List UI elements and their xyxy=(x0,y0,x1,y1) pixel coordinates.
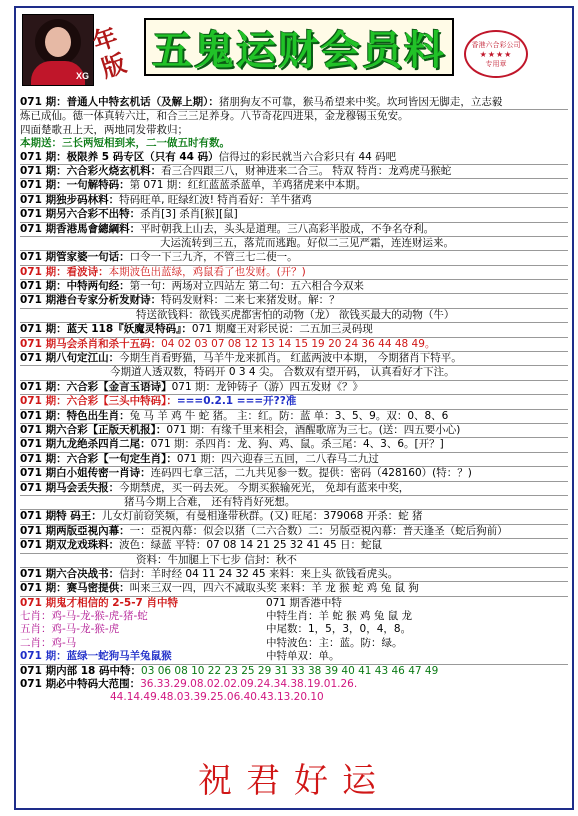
text-line xyxy=(20,665,568,678)
text-line xyxy=(20,137,568,150)
text-line xyxy=(20,352,568,365)
section-title: 极限养 5 码专区（只有 44 码） xyxy=(66,150,219,163)
text-line xyxy=(20,208,568,221)
footer-blessing: 祝君好运 xyxy=(198,761,390,801)
section-text: ===0.2.1 ===开??准 xyxy=(176,395,297,408)
section-title: 八句定江山： xyxy=(56,352,120,365)
section-text: 第一句：两场对立四站左 第二句：五六相合今双来 xyxy=(129,280,364,293)
text-line xyxy=(20,482,568,495)
section-title: 两版亞視內幕： xyxy=(56,524,130,537)
right-column xyxy=(266,597,568,664)
section-text: 第 071 期：红红蓝蓝杀蓝单，羊鸡猪虎来中本期。 xyxy=(129,179,367,192)
section-title: 独步码林料： xyxy=(56,193,120,206)
line-text: 大运流转到三五，落荒而逃跑。好似二三见严霜，连连财运来。 xyxy=(160,236,454,249)
section-text: 信封：羊时经 04 11 24 32 45 来料：来上头 欲钱看虎头。 xyxy=(119,567,399,580)
text-line xyxy=(20,438,568,451)
section-text: 36.33.29.08.02.02.09.24.34.38.19.01.26. xyxy=(140,678,358,691)
section-text: 071 期魔王对彩民说：二五加三灵码现 xyxy=(191,323,373,336)
text-line xyxy=(20,678,568,691)
issue-label: 071 期 xyxy=(20,539,57,552)
issue-label: 071 期 xyxy=(20,678,57,691)
text-line xyxy=(20,165,568,178)
issue-label: 071 期 xyxy=(20,567,57,580)
section-title: 双龙戏珠料： xyxy=(56,539,120,552)
section-title: 六合彩【正版天机报】： xyxy=(56,423,167,436)
year-seal: 年版 xyxy=(89,21,130,84)
issue-label: 071 期： xyxy=(20,164,67,177)
section-title: 六合彩【金言玉语诗】 xyxy=(66,380,172,393)
section-text: 本期波色出蓝绿，鸡鼠看了也发财。(开？) xyxy=(108,265,306,278)
text-line xyxy=(20,381,568,394)
issue-label: 071 期： xyxy=(20,96,67,108)
left-column xyxy=(20,597,266,664)
section-title: 另六合彩不出特： xyxy=(56,208,141,221)
text-line xyxy=(20,338,568,351)
issue-label: 071 期 xyxy=(20,222,57,235)
stamp-top-text: 香港六合彩公司 xyxy=(471,40,521,49)
issue-label: 071 期 xyxy=(20,208,57,221)
section-title: 港台专家分析发财诗： xyxy=(56,294,162,307)
section-title: 马会丢失报： xyxy=(56,481,120,494)
section-text: 杀肖[3] 杀肖[猴][鼠] xyxy=(140,208,238,221)
section-text: 今期生肖看野猫，马羊牛龙来抓肖。 红蓝两波中本期， 今期猪肖下特平。 xyxy=(119,352,462,365)
issue-label: 071 期 xyxy=(20,524,57,537)
photo-caption: XG xyxy=(75,71,89,81)
section-text: 一：亞視內幕：似会以猪（二六合数）二：另版亞視內幕：普天逢圣（蛇后狗前） xyxy=(129,524,508,537)
section-text: 看三合四跟三八，财神进来二合三。 特双 特肖：龙鸡虎马猴蛇 xyxy=(161,164,452,177)
section-text: 今期禁虎，买一码去死。 今期买猴输死光， 免却有蓝来中奖， xyxy=(119,481,410,494)
issue-label: 071 期 xyxy=(20,193,57,206)
section-text: 071 期：四六迎春三五回，二八春马二九过 xyxy=(176,452,379,465)
text-line xyxy=(20,453,568,466)
left-line: 七肖：鸡-马-龙-猴-虎-猪-蛇 xyxy=(20,610,148,623)
two-column-section xyxy=(20,597,568,664)
section-text: 儿女灯前窃笑频，有曼相逢带秋群。(又) 旺尾：379068 开杀：蛇 猪 xyxy=(101,510,423,523)
issue-label: 071 期： xyxy=(20,280,67,293)
text-line xyxy=(20,410,568,423)
text-line xyxy=(20,496,568,509)
issue-label: 071 期： xyxy=(20,409,67,422)
text-line xyxy=(20,194,568,207)
line-text: 今期道人透双数，特码开 0 3 4 尖。 合数双有望开码， 认真看好才下注。 xyxy=(110,366,455,379)
section-text: 兔 马 羊 鸡 牛 蛇 猪。 主：红。防：蓝 单：3、5、9。双：0、8、6 xyxy=(129,409,449,422)
issue-label: 071 期： xyxy=(20,395,67,408)
section-title: 必中特码大范围： xyxy=(56,678,141,691)
section-title: 马会杀肖和杀十五码： xyxy=(56,337,162,350)
section-title: 管家婆一句话： xyxy=(56,251,130,264)
text-line xyxy=(20,323,568,336)
issue-label: 071 期 xyxy=(20,438,57,451)
left-line: 071 期：蓝绿一蛇狗马羊兔鼠猴 xyxy=(20,650,172,663)
issue-label: 071 期： xyxy=(20,323,67,336)
line-text: 本期送：三长两短相到来，二一做五时有数。 xyxy=(20,137,230,150)
section-text: 04 02 03 07 08 12 13 14 15 19 20 24 36 44 48 49。 xyxy=(161,337,436,350)
text-line xyxy=(20,237,568,250)
issue-label: 071 期： xyxy=(20,380,67,393)
text-line xyxy=(20,223,568,236)
header xyxy=(16,8,572,96)
section-title: 六合彩火烧玄机料： xyxy=(66,164,162,177)
section-title: 特 码王： xyxy=(56,510,102,523)
range-numbers: 44.14.49.48.03.39.25.06.40.43.13.20.10 xyxy=(110,691,324,704)
section-title: 普通人中特玄机话（及解上期）： xyxy=(66,96,219,108)
section-text: 叫来三双一四，四六不减取头奖 来料：羊 龙 猴 蛇 鸡 兔 鼠 狗 xyxy=(129,582,419,595)
section-title: 九龙绝杀四肖二尾： xyxy=(56,438,151,451)
title-box xyxy=(144,18,454,76)
line-text: 四面楚歌丑上天，两地同发带救归； xyxy=(20,123,188,136)
section-text: 连码四七拿三活，二九共见参一数。提供：密码（428160）(特：？) xyxy=(150,467,472,480)
text-line xyxy=(20,124,568,137)
section-title: 白小姐传密一肖诗： xyxy=(56,467,151,480)
company-stamp xyxy=(464,30,528,78)
section-text: 03 06 08 10 22 23 25 29 31 33 38 39 40 41 43 46 47 49 xyxy=(141,664,439,677)
line-text: 猪马今期上合难， 还有特肖好死想。 xyxy=(124,495,296,508)
issue-label: 071 期 xyxy=(20,337,57,350)
text-line xyxy=(20,691,568,704)
issue-label: 071 期 xyxy=(20,294,57,307)
issue-label: 071 期 xyxy=(20,251,57,264)
section-title: 内部 18 码中特： xyxy=(56,664,142,677)
right-line: 中特波色：主：蓝。防：绿。 xyxy=(266,636,403,649)
section-title: 看波诗： xyxy=(66,265,109,278)
page-title: 五鬼运财会员料 xyxy=(152,27,446,74)
right-line: 中特生肖：羊 蛇 猴 鸡 兔 鼠 龙 xyxy=(266,610,413,623)
issue-label: 071 期 xyxy=(20,481,57,494)
section-text: 波色：绿蓝 平特：07 08 14 21 25 32 41 45 日：蛇鼠 xyxy=(119,539,383,552)
left-line: 五肖：鸡-马-龙-猴-虎 xyxy=(20,623,120,636)
text-line xyxy=(20,554,568,567)
section-text: 071 期：龙钟铸子（游）四五发财《？》 xyxy=(171,380,363,393)
section-text: 071 期：杀四肖：龙、狗、鸡、鼠。杀三尾：4、3、6。[开？] xyxy=(150,438,444,451)
text-line xyxy=(20,510,568,523)
left-line: 二肖：鸡-马 xyxy=(20,636,77,649)
right-line: 中尾数：1，5，3，0，4，8。 xyxy=(266,623,412,636)
text-line xyxy=(20,96,568,109)
line-text: 炼已成仙。德一体真转六辻，和合三三足养身。八节奇花四进果，金龙穆锡玉免安。 xyxy=(20,110,409,123)
text-line xyxy=(20,179,568,192)
left-title: 071 期鬼才相信的 2-5-7 肖中特 xyxy=(20,596,179,609)
text-line xyxy=(20,280,568,293)
section-title: 六合彩【三头中特码】： xyxy=(66,395,177,408)
text-line xyxy=(20,467,568,480)
section-text: 特码发财料：二来七来猪发财。解：？ xyxy=(161,294,340,307)
issue-label: 071 期： xyxy=(20,150,67,163)
right-title: 071 期香港中特 xyxy=(266,596,342,609)
text-line xyxy=(20,251,568,264)
issue-label: 071 期 xyxy=(20,423,57,436)
text-line xyxy=(20,266,568,279)
text-line xyxy=(20,525,568,538)
issue-label: 071 期 xyxy=(20,664,57,677)
section-title: 特色出生肖： xyxy=(66,409,130,422)
issue-label: 071 期： xyxy=(20,179,67,192)
portrait-photo xyxy=(22,14,94,86)
section-title: 一句解特码： xyxy=(66,179,130,192)
section-title: 六合决战书： xyxy=(56,567,120,580)
text-line xyxy=(20,395,568,408)
stamp-stars: ★★★★ xyxy=(479,49,513,59)
section-text: 071 期：有缘千里来相会，酒醒歌席为三七。(送：四五要小心) xyxy=(166,423,461,436)
text-line xyxy=(20,110,568,123)
issue-label: 071 期 xyxy=(20,467,57,480)
content-body xyxy=(20,96,568,758)
text-line xyxy=(20,568,568,581)
line-text: 特送欲钱料：欲钱买虎都害怕的动物（龙） 欲钱买最大的动物（牛） xyxy=(136,308,455,321)
issue-label: 071 期 xyxy=(20,510,57,523)
right-line: 中特单双：单。 xyxy=(266,650,340,663)
section-title: 中特两句经： xyxy=(66,280,130,293)
document-frame xyxy=(14,6,574,810)
section-text: 猪朋狗友不可靠，猴马希望来中奖。坎珂皆因无脚走，立志毅 xyxy=(218,96,503,108)
section-title: 香港馬會總綱料： xyxy=(56,222,141,235)
section-title: 赛马密提供： xyxy=(66,582,130,595)
text-line xyxy=(20,294,568,307)
text-line xyxy=(20,151,568,164)
text-line xyxy=(20,309,568,322)
stamp-bottom-text: 专用章 xyxy=(485,59,507,68)
section-text: 口令一下三九齐，不管三七二使一。 xyxy=(129,251,298,264)
issue-label: 071 期 xyxy=(20,352,57,365)
section-text: 信得过的彩民就当六合彩只有 44 码吧 xyxy=(218,150,397,163)
issue-label: 071 期： xyxy=(20,452,67,465)
text-line xyxy=(20,582,568,595)
text-line xyxy=(20,539,568,552)
section-text: 特码旺单, 旺绿红波! 特肖看好：羊牛猪鸡 xyxy=(119,193,312,206)
text-line xyxy=(20,366,568,379)
line-text: 资料：牛加腿上下七步 信封：秋不 xyxy=(136,553,297,566)
issue-label: 071 期： xyxy=(20,582,67,595)
section-text: 平时朝我上山去，头头是道理。三八高彩半股成，不争名夺利。 xyxy=(140,222,435,235)
issue-label: 071 期： xyxy=(20,265,67,278)
section-title: 六合彩【一句定生肖】： xyxy=(66,452,177,465)
section-title: 蓝天 118『妖魔灵特码』： xyxy=(66,323,192,336)
text-line xyxy=(20,424,568,437)
